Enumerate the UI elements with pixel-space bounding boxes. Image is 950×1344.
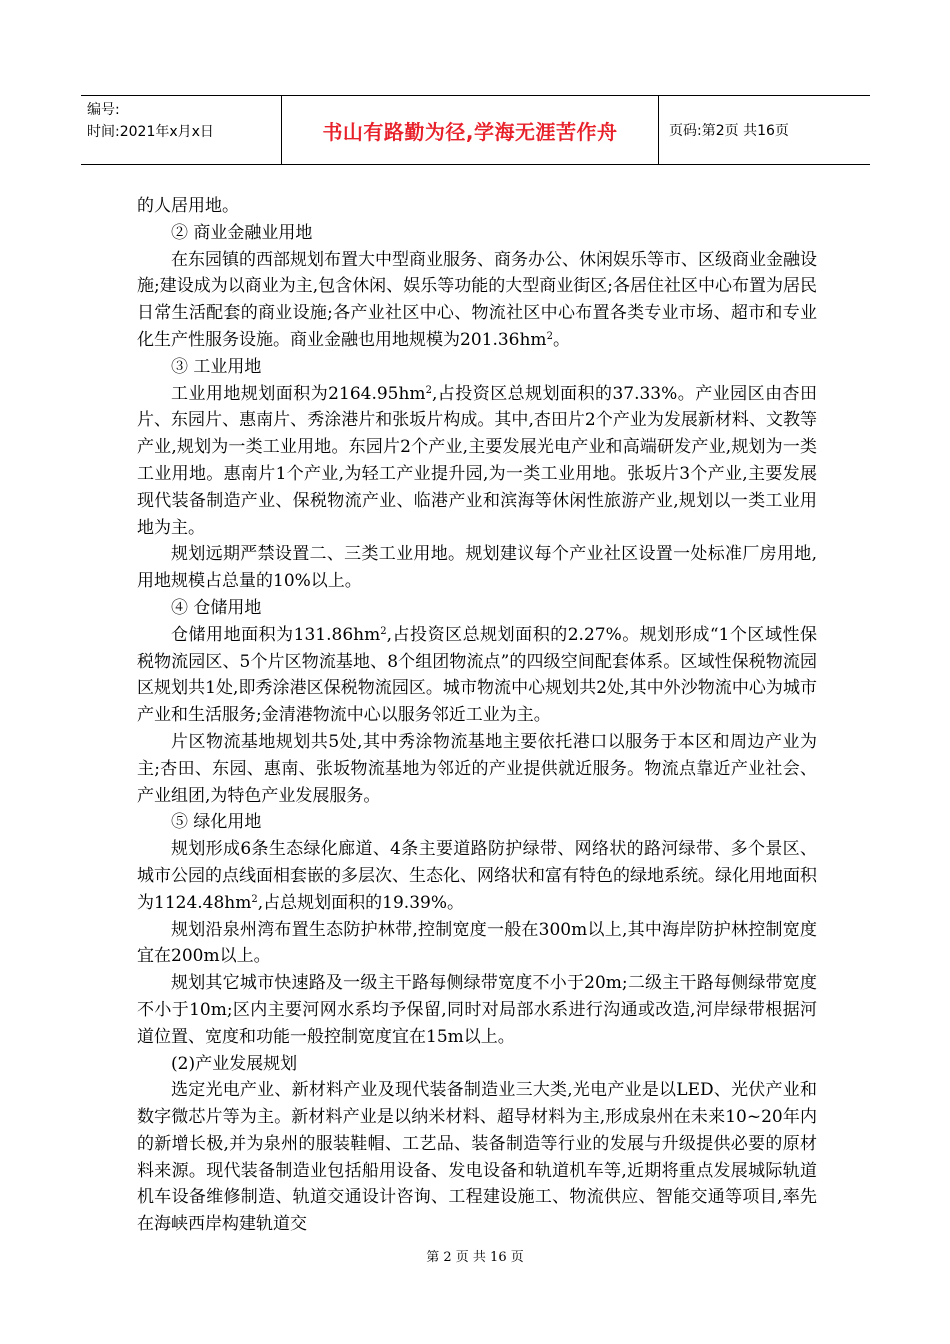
paragraph: 规划沿泉州湾布置生态防护林带,控制宽度一般在300m以上,其中海岸防护林控制宽度宜在200m以上。 xyxy=(137,919,817,967)
header-motto: 书山有路勤为径,学海无涯苦作舟 xyxy=(281,96,659,164)
header-meta xyxy=(81,96,281,164)
time-label: 时间:2021年x月x日 xyxy=(87,124,214,140)
paragraph: 仓储用地面积为$131.86hm^2$,占投资区总规划面积的2.27%。规划形成“1个区域性保税物流园区、5个片区物流基地、8个组团物流点”的四级空间配套体系。区域性保税物流园区规划共1处,即秀涂港区保税物流园区。城市物流中心规划共2处,其中外沙物流中心为城市产业和生活服务;金清港物流中心以服务邻近工业为主。 xyxy=(137,624,817,726)
section-heading-industrial: ③ 工业用地 xyxy=(171,356,262,377)
section-heading-commercial: ② 商业金融业用地 xyxy=(171,222,313,243)
section-heading-industry-plan: (2)产业发展规划 xyxy=(171,1053,298,1074)
paragraph: 在东园镇的西部规划布置大中型商业服务、商务办公、休闲娱乐等市、区级商业金融设施;建设成为以商业为主,包含休闲、娱乐等功能的大型商业街区;各居住社区中心布置为居民日常生活配套的商业设施;各产业社区中心、物流社区中心布置各类专业市场、超市和专业化生产性服务设施。商业金融也用地规模为$201.36hm^2$。 xyxy=(137,249,817,350)
paragraph: 规划远期严禁设置二、三类工业用地。规划建议每个产业社区设置一处标准厂房用地,用地规模占总量的10%以上。 xyxy=(137,544,817,592)
paragraph: 规划形成6条生态绿化廊道、4条主要道路防护绿带、网络状的路河绿带、多个景区、城市公园的点线面相套嵌的多层次、生态化、网络状和富有特色的绿地系统。绿化用地面积为$1124.48hm^2$,占总规划面积的19.39%。 xyxy=(137,839,817,913)
header-page-info: 页码:第2页 共16页 xyxy=(669,123,789,139)
code-label: 编号: xyxy=(87,102,120,118)
section-heading-storage: ④ 仓储用地 xyxy=(171,597,262,618)
section-heading-green: ⑤ 绿化用地 xyxy=(171,812,262,833)
page-footer: 第 2 页 共 16 页 xyxy=(426,1250,524,1265)
paragraph: 片区物流基地规划共5处,其中秀涂物流基地主要依托港口以服务于本区和周边产业为主;杏田、东园、惠南、张坂物流基地为邻近的产业提供就近服务。物流点靠近产业社会、产业组团,为特色产业发展服务。 xyxy=(137,731,817,806)
document-body xyxy=(137,193,817,1238)
paragraph: 选定光电产业、新材料产业及现代装备制造业三大类,光电产业是以LED、光伏产业和数字微芯片等为主。新材料产业是以纳米材料、超导材料为主,形成泉州在未来10~20年内的新增长极,并为泉州的服装鞋帽、工艺品、装备制造等行业的发展与升级提供必要的原材料来源。现代装备制造业包括船用设备、发电设备和轨道机车等,近期将重点发展城际轨道机车设备维修制造、轨道交通设计咨询、工程建设施工、物流供应、智能交通等项目,率先在海峡西岸构建轨道交 xyxy=(137,1080,817,1235)
paragraph: 工业用地规划面积为$2164.95hm^2$,占投资区总规划面积的37.33%。产业园区由杏田片、东园片、惠南片、秀涂港片和张坂片构成。其中,杏田片2个产业为发展新材料、文教等产业,规划为一类工业用地。东园片2个产业,主要发展光电产业和高端研发产业,规划为一类工业用地。惠南片1个产业,为轻工产业提升园,为一类工业用地。张坂片3个产业,主要发展现代装备制造产业、保税物流产业、临港产业和滨海等休闲性旅游产业,规划以一类工业用地为主。 xyxy=(137,383,817,538)
page-header xyxy=(81,95,870,165)
paragraph: 规划其它城市快速路及一级主干路每侧绿带宽度不小于20m;二级主干路每侧绿带宽度不小于10m;区内主要河网水系均予保留,同时对局部水系进行沟通或改造,河岸绿带根据河道位置、宽度和功能一般控制宽度宜在15m以上。 xyxy=(137,973,817,1047)
paragraph: 的人居用地。 xyxy=(137,196,239,216)
